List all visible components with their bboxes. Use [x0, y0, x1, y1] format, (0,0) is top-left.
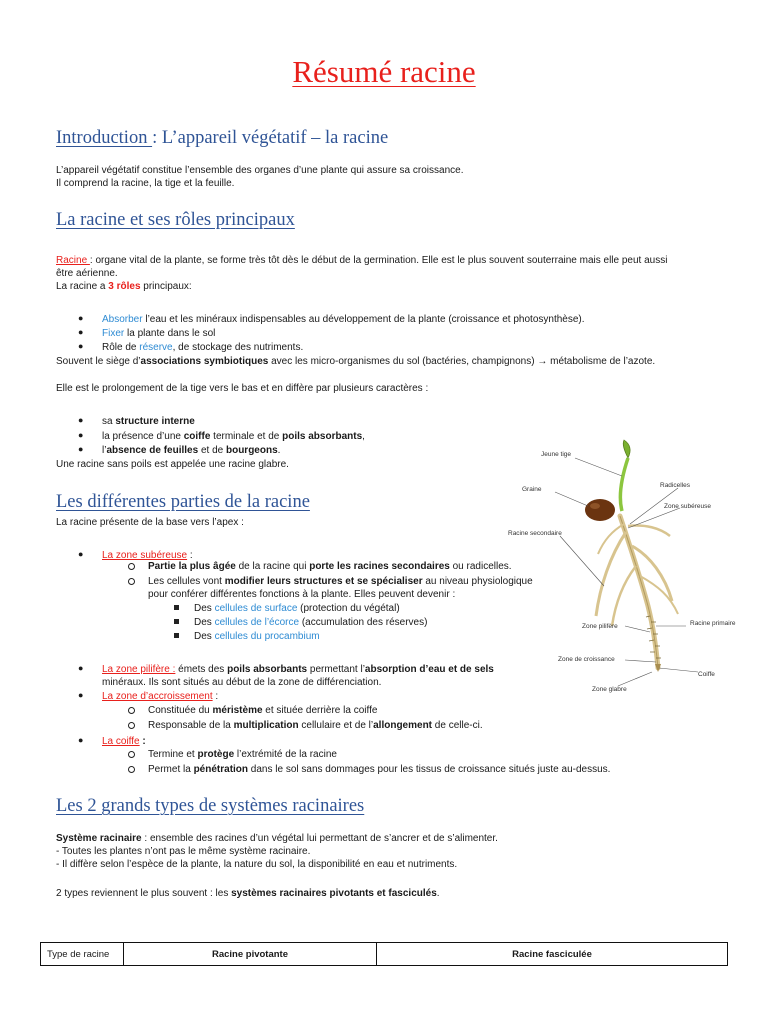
char-pre: la présence d’une [102, 431, 184, 442]
zone3-item-a [148, 704, 377, 717]
racine-term: Racine [56, 255, 90, 266]
char-pre: l’ [102, 445, 107, 456]
z3b-bold: multiplication [233, 720, 299, 731]
label-racine-primaire: Racine primaire [690, 620, 736, 627]
intro-line-1: L’appareil végétatif constitue l’ensemble des organes d’une plante qui assure sa croissance. [56, 165, 464, 176]
bullet-icon: ● [78, 690, 84, 700]
roles-heading [56, 210, 295, 231]
secondary-root [612, 566, 636, 626]
intro-paragraph [56, 164, 463, 190]
sys-line-3: - Il diffère selon l’espèce de la plante, la nature du sol, la disponibilité en eau et nutriments. [56, 859, 458, 870]
page-title: Résumé racine [292, 54, 476, 89]
systemes-heading-text: Les 2 grands types de systèmes racinaires [56, 796, 365, 816]
count-highlight: 3 rôles [108, 281, 141, 292]
z3b-post: de celle-ci. [432, 720, 483, 731]
char-bold: poils absorbants [282, 431, 363, 442]
label-radicelles: Radicelles [660, 482, 690, 489]
role-key: Absorber [102, 314, 143, 325]
primary-root [620, 516, 658, 668]
cell-type-2 [194, 616, 427, 629]
racine-def-text: : organe vital de la plante, se forme très tôt dès le début de la germination. Elle est le plus souvent souterraine mais elle peut aussi [89, 255, 668, 266]
z3a-bold: méristème [212, 705, 263, 716]
char-item-2 [102, 430, 365, 443]
zone-pilifere-line2: minéraux. Ils sont situés au début de la zone de différenciation. [102, 677, 382, 688]
char-pre: sa [102, 416, 116, 427]
label-racine-secondaire: Racine secondaire [508, 530, 562, 537]
label-coiffe: Coiffe [698, 671, 715, 678]
zone1-item-b-line2: pour conférer différentes fonctions à la plante. Elles peuvent devenir : [148, 589, 456, 600]
z3b-pre: Responsable de la [148, 720, 234, 731]
cell-pre: Des [194, 617, 215, 628]
glabre-line: Une racine sans poils est appelée une racine glabre. [56, 459, 289, 470]
count-post: principaux: [140, 281, 192, 292]
table-header-row [41, 943, 728, 966]
bullet-icon: ● [78, 549, 84, 559]
char-bold: coiffe [183, 431, 211, 442]
role-key: Fixer [102, 328, 125, 339]
circle-bullet-icon [128, 578, 135, 585]
sys-def-bold: Système racinaire [56, 833, 142, 844]
z4b-post: dans le sol sans dommages pour les tissus de croissance situés juste au-dessus. [248, 764, 611, 775]
char-bold: bourgeons [225, 445, 278, 456]
parties-intro: La racine présente de la base vers l’apex : [56, 517, 244, 528]
roles-heading-text: La racine et ses rôles principaux [56, 210, 295, 230]
bullet-icon: ● [78, 415, 84, 425]
bullet-icon: ● [78, 327, 84, 337]
zone-colon: : [212, 691, 219, 702]
label-zone-croissance: Zone de croissance [558, 656, 615, 663]
role-text: l’eau et les minéraux indispensables au développement de la plante (croissance et photosynthèse). [142, 314, 585, 325]
zone-title: La coiffe [102, 736, 140, 747]
zone-title: La zone pilifère : [102, 664, 176, 675]
z1b-bold: modifier leurs structures et se spécialiser [224, 576, 423, 587]
sys-line-2: - Toutes les plantes n’ont pas le même système racinaire. [56, 846, 311, 857]
prolongement-line: Elle est le prolongement de la tige vers le bas et en diffère par plusieurs caractères : [56, 383, 429, 394]
label-zone-subereuse: Zone subéreuse [664, 503, 711, 510]
z3a-pre: Constituée du [148, 705, 213, 716]
systemes-heading [56, 796, 364, 817]
types-pre: 2 types reviennent le plus souvent : les [56, 888, 232, 899]
role-key: réserve [139, 342, 173, 353]
zone-accroissement [102, 690, 218, 703]
z1a-bold-2: porte les racines secondaires [309, 561, 450, 572]
label-graine: Graine [522, 486, 542, 493]
seed-icon [585, 499, 615, 521]
bullet-icon: ● [78, 430, 84, 440]
char-item-3 [102, 444, 280, 457]
circle-bullet-icon [128, 722, 135, 729]
z1b-pre: Les cellules vont [148, 576, 225, 587]
intro-line-2: Il comprend la racine, la tige et la feuille. [56, 178, 235, 189]
zone-colon: : [139, 736, 146, 747]
zone4-item-a [148, 748, 337, 761]
z4b-bold: pénétration [193, 764, 249, 775]
z3a-post: et située derrière la coiffe [262, 705, 378, 716]
z3b-mid: cellulaire et de l’ [298, 720, 374, 731]
char-item-1 [102, 415, 195, 428]
char-bold: absence de feuilles [106, 445, 199, 456]
secondary-root [628, 525, 670, 536]
circle-bullet-icon [128, 766, 135, 773]
char-post: , [362, 431, 365, 442]
young-stem [620, 458, 628, 511]
types-line [56, 887, 440, 900]
zone-colon: : [187, 550, 193, 561]
seed-highlight [590, 503, 600, 509]
role-pre: Rôle de [102, 342, 140, 353]
count-pre: La racine a [56, 281, 109, 292]
z4a-post: l’extrémité de la racine [234, 749, 337, 760]
cell-name: cellules du procambium [214, 631, 320, 642]
char-post: . [277, 445, 281, 456]
z2-bold-2: absorption d’eau et de sels [364, 664, 494, 675]
z1b-post: au niveau physiologique [422, 576, 533, 587]
root-diagram [500, 436, 760, 696]
role-item-3 [102, 341, 303, 354]
symb-pre: Souvent le siège d’ [56, 356, 141, 367]
racine-definition [56, 254, 716, 293]
zone-pilifere [102, 663, 494, 676]
zone3-item-b [148, 719, 483, 732]
intro-heading [56, 128, 388, 149]
square-bullet-icon [174, 619, 179, 624]
racine-def-text-2: être aérienne. [56, 268, 118, 279]
cell-type-1 [194, 602, 400, 615]
z1a-bold: Partie la plus âgée [148, 561, 236, 572]
cell-name: cellules de l’écorce [214, 617, 300, 628]
z2-pre: émets des [175, 664, 228, 675]
zone-title: La zone subéreuse [102, 550, 188, 561]
stem-leaf-icon [623, 440, 630, 458]
sys-def-text: : ensemble des racines d’un végétal lui permettant de s’ancrer et de s’alimenter. [141, 833, 498, 844]
root-types-table [40, 942, 728, 966]
circle-bullet-icon [128, 751, 135, 758]
cell-post: (accumulation des réserves) [299, 617, 428, 628]
systemes-paragraph [56, 832, 498, 871]
zone-title: La zone d’accroissement [102, 691, 213, 702]
label-zone-pilifere: Zone pilifère [582, 623, 618, 630]
cell-pre: Des [194, 603, 215, 614]
z2-mid: permettant l’ [307, 664, 365, 675]
square-bullet-icon [174, 605, 179, 610]
zone1-item-b [148, 575, 533, 588]
role-text: la plante dans le sol [124, 328, 216, 339]
table-col-type: Type de racine [41, 943, 124, 966]
secondary-root [596, 532, 626, 616]
char-mid: et de [198, 445, 226, 456]
symb-post: avec les micro-organismes du sol (bactéries, champignons) → métabolisme de l’azote. [268, 356, 656, 367]
bullet-icon: ● [78, 313, 84, 323]
intro-heading-label: Introduction [56, 128, 153, 148]
char-mid: terminale et de [210, 431, 283, 442]
role-text: , de stockage des nutriments. [172, 342, 304, 353]
z4b-pre: Permet la [148, 764, 194, 775]
z3b-bold-2: allongement [373, 720, 433, 731]
char-bold: structure interne [115, 416, 195, 427]
cell-name: cellules de surface [214, 603, 298, 614]
table-col-pivotante: Racine pivotante [124, 943, 377, 966]
types-post: . [436, 888, 440, 899]
bullet-icon: ● [78, 341, 84, 351]
symb-bold: associations symbiotiques [140, 356, 269, 367]
z1a-mid: de la racine qui [235, 561, 310, 572]
role-item-1 [102, 313, 585, 326]
label-jeune-tige: Jeune tige [541, 451, 571, 458]
label-zone-glabre: Zone glabre [592, 686, 627, 693]
cell-type-3 [194, 630, 320, 643]
z4a-bold: protège [197, 749, 235, 760]
bullet-icon: ● [78, 663, 84, 673]
table-col-fasciculee: Racine fasciculée [377, 943, 728, 966]
types-bold: systèmes racinaires pivotants et fasciculés [231, 888, 437, 899]
role-item-2 [102, 327, 215, 340]
zone-coiffe [102, 735, 146, 748]
zone1-item-a [148, 560, 512, 573]
bullet-icon: ● [78, 444, 84, 454]
bullet-icon: ● [78, 735, 84, 745]
cell-pre: Des [194, 631, 215, 642]
z4a-pre: Termine et [148, 749, 198, 760]
zone4-item-b [148, 763, 610, 776]
label-leaders [555, 458, 698, 686]
z2-bold: poils absorbants [227, 664, 308, 675]
circle-bullet-icon [128, 707, 135, 714]
circle-bullet-icon [128, 563, 135, 570]
square-bullet-icon [174, 633, 179, 638]
z1a-post: ou radicelles. [449, 561, 512, 572]
symbiose-line [56, 355, 655, 368]
parties-heading [56, 492, 310, 513]
cell-post: (protection du végétal) [297, 603, 400, 614]
parties-heading-text: Les différentes parties de la racine [56, 492, 310, 512]
intro-heading-rest: : L’appareil végétatif – la racine [152, 128, 389, 148]
